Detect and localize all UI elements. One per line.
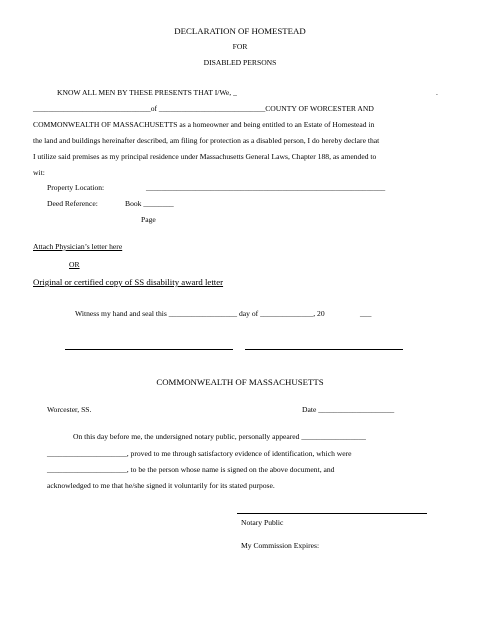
notary-line-4: acknowledged to me that he/she signed it voluntarily for its stated purpose. [47,481,275,490]
signature-line-left [65,349,233,350]
notary-signature-line [237,513,427,514]
signature-line-right [245,349,403,350]
intro-period: . [436,88,438,97]
title-disabled-persons: DISABLED PERSONS [203,58,277,67]
body-line-5: I utilize said premises as my principal residence under Massachusetts General Laws, Chapter 188, as amended to [33,152,377,161]
commission-expires-label: My Commission Expires: [241,541,320,550]
attach-physician-letter: Attach Physician’s letter here [33,242,123,251]
intro-line: KNOW ALL MEN BY THESE PRESENTS THAT I/We, _ [57,88,237,97]
body-line-2: _______________________________of ____________________________COUNTY OF WORCESTER AND [33,104,374,113]
property-location-field: _______________________________________________________________ [146,183,386,192]
title-declaration: DECLARATION OF HOMESTEAD [174,26,306,36]
deed-book-field: Book ________ [125,199,174,208]
or-separator: OR [69,260,80,269]
title-for: FOR [232,42,248,51]
witness-line: Witness my hand and seal this __________________ day of ______________, 20 [75,309,325,318]
commonwealth-heading: COMMONWEALTH OF MASSACHUSETTS [156,377,324,387]
date-field: Date ____________________ [302,405,395,414]
witness-year-blank: ___ [360,309,372,318]
property-location-label: Property Location: [47,183,105,192]
notary-public-label: Notary Public [241,518,284,527]
ss-disability-award-letter: Original or certified copy of SS disability award letter [33,277,224,287]
worcester-ss: Worcester, SS. [47,405,92,414]
deed-page-field: Page [141,215,156,224]
notary-line-2: _____________________, proved to me through satisfactory evidence of identification, which were [47,449,352,458]
deed-reference-label: Deed Reference: [47,199,98,208]
notary-line-1: On this day before me, the undersigned notary public, personally appeared _________________ [73,432,366,441]
body-line-4: the land and buildings hereinafter described, am filing for protection as a disabled person, I do hereby declare that [33,136,380,145]
body-line-3: COMMONWEALTH OF MASSACHUSETTS as a homeowner and being entitled to an Estate of Homestead in [33,120,375,129]
notary-line-3: _____________________, to be the person whose name is signed on the above document, and [47,465,335,474]
body-line-6: wit: [33,168,45,177]
